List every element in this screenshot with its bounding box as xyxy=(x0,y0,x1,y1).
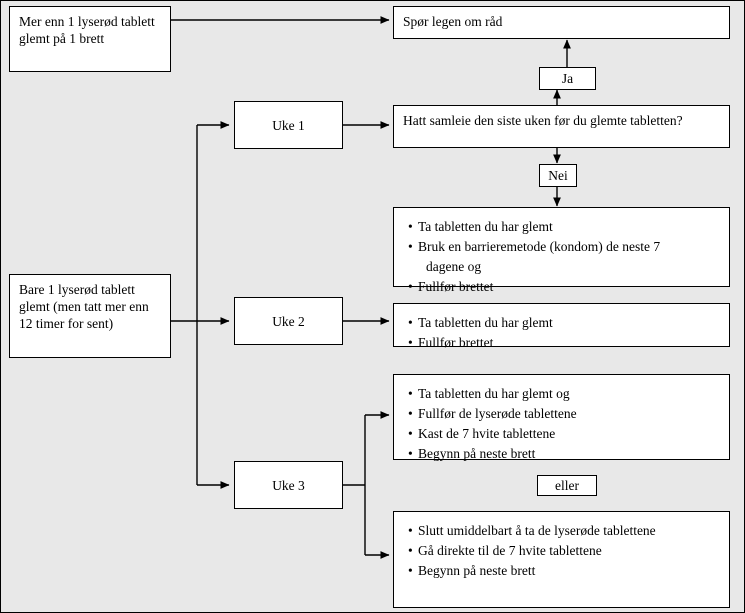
advice-week-3a-item: • Kast de 7 hvite tablettene xyxy=(418,424,721,443)
node-yes xyxy=(539,67,596,90)
node-missed-one-label: Bare 1 lyserød tablett glemt (men tatt mer enn 12 timer for sent) xyxy=(19,282,149,331)
node-missed-more-than-one xyxy=(9,6,171,72)
node-ask-doctor xyxy=(393,6,730,39)
node-or-label: eller xyxy=(555,478,579,493)
node-no-label: Nei xyxy=(548,168,568,183)
node-yes-label: Ja xyxy=(561,71,574,86)
node-week-1 xyxy=(234,101,343,149)
node-week-2 xyxy=(234,297,343,345)
advice-week-2-item: • Fullfør brettet xyxy=(418,333,721,352)
advice-week-1-item: • Ta tabletten du har glemt xyxy=(418,217,721,236)
node-question-intercourse-label: Hatt samleie den siste uken før du glemte tabletten? xyxy=(403,113,683,128)
node-ask-doctor-label: Spør legen om råd xyxy=(403,14,503,29)
advice-week-2 xyxy=(393,303,730,350)
node-missed-more-than-one-label: Mer enn 1 lyserød tablett glemt på 1 brett xyxy=(19,14,155,46)
node-week-2-label: Uke 2 xyxy=(272,313,305,329)
advice-week-3b-item: • Begynn på neste brett xyxy=(418,561,721,580)
node-no xyxy=(539,164,577,187)
advice-week-2-item: • Ta tabletten du har glemt xyxy=(418,313,721,332)
advice-week-3a-item: • Fullfør de lyserøde tablettene xyxy=(418,404,721,423)
node-week-3-label: Uke 3 xyxy=(272,477,305,493)
advice-week-1-item: • Bruk en barrieremetode (kondom) de neste 7 xyxy=(418,237,721,256)
advice-week-1 xyxy=(393,207,730,294)
node-missed-one xyxy=(9,274,171,358)
advice-week-3-option-b xyxy=(393,511,730,608)
advice-week-1-item: • Fullfør brettet xyxy=(418,277,721,296)
node-week-1-label: Uke 1 xyxy=(272,117,305,133)
node-question-intercourse xyxy=(393,105,730,148)
node-week-3 xyxy=(234,461,343,509)
advice-week-3a-item: • Ta tabletten du har glemt og xyxy=(418,384,721,403)
advice-week-3b-item: • Slutt umiddelbart å ta de lyserøde tablettene xyxy=(418,521,721,540)
advice-week-3-option-a xyxy=(393,374,730,460)
advice-week-1-item-cont: dagene og xyxy=(426,259,482,274)
advice-week-3a-item: • Begynn på neste brett xyxy=(418,444,721,463)
advice-week-3b-item: • Gå direkte til de 7 hvite tablettene xyxy=(418,541,721,560)
node-or xyxy=(537,475,597,496)
